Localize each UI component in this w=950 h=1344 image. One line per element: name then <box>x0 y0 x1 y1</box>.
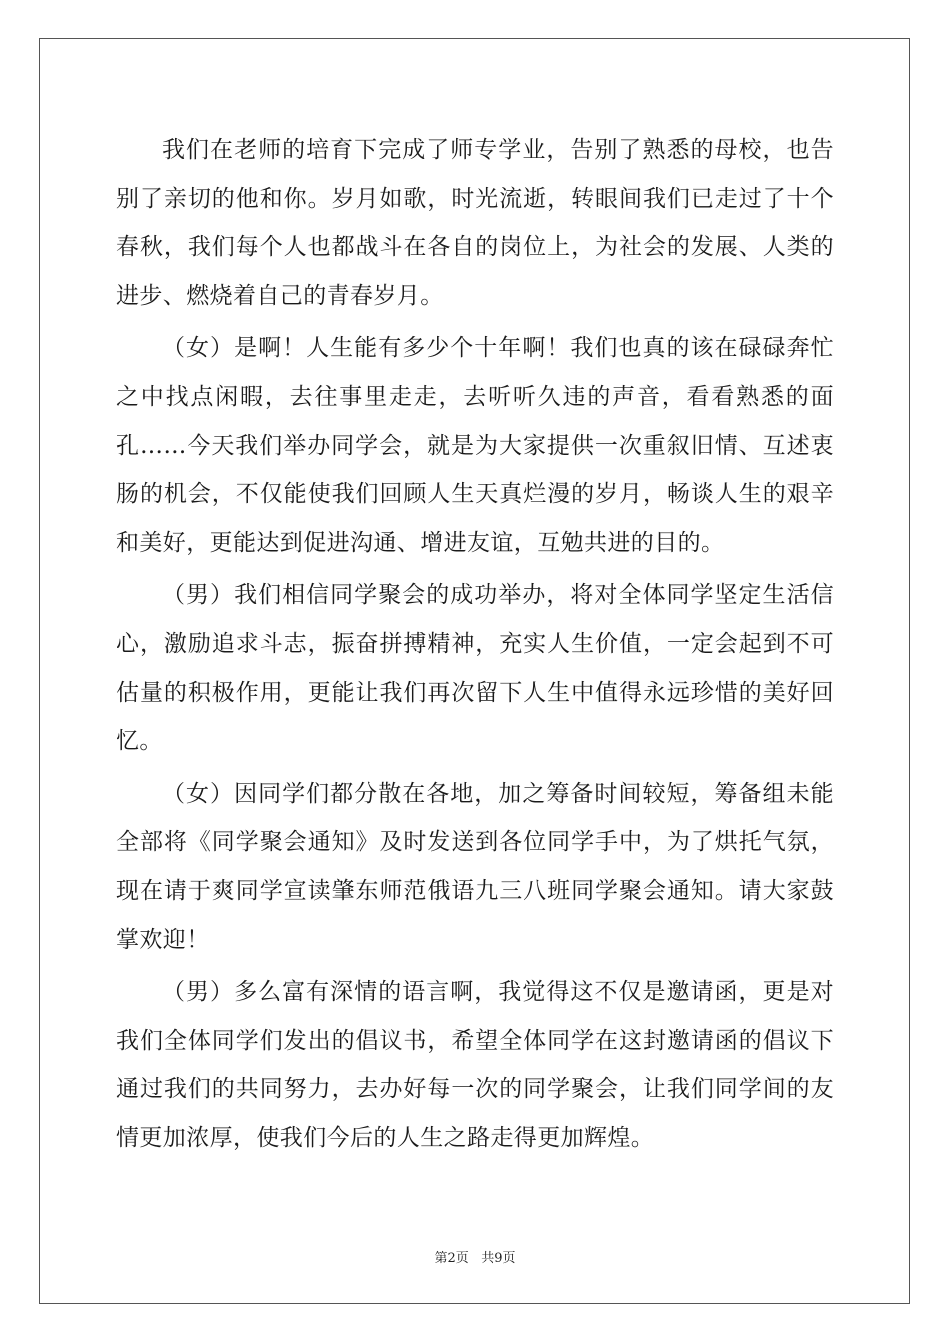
page-total: 共9页 <box>481 1251 516 1266</box>
paragraph-2: （女）是啊！人生能有多少个十年啊！我们也真的该在碌碌奔忙之中找点闲暇，去往事里走走，去听听久违的声音，看看熟悉的面孔……今天我们举办同学会，就是为大家提供一次重叙旧情、互述衷肠的机会，不仅能使我们回顾人生天真烂漫的岁月，畅谈人生的艰辛和美好，更能达到促进沟通、增进友谊，互勉共进的目的。 <box>116 335 834 556</box>
paragraph-5: （男）多么富有深情的语言啊，我觉得这不仅是邀请函，更是对我们全体同学们发出的倡议书，希望全体同学在这封邀请函的倡议下通过我们的共同努力，去办好每一次的同学聚会，让我们同学间的友情更加浓厚，使我们今后的人生之路走得更加辉煌。 <box>116 979 834 1151</box>
page-footer <box>0 1247 950 1266</box>
paragraph-1: 我们在老师的培育下完成了师专学业，告别了熟悉的母校，也告别了亲切的他和你。岁月如歌，时光流逝，转眼间我们已走过了十个春秋，我们每个人也都战斗在各自的岗位上，为社会的发展、人类的进步、燃烧着自己的青春岁月。 <box>116 137 834 309</box>
paragraph-3: （男）我们相信同学聚会的成功举办，将对全体同学坚定生活信心，激励追求斗志，振奋拼搏精神，充实人生价值，一定会起到不可估量的积极作用，更能让我们再次留下人生中值得永远珍惜的美好回忆。 <box>116 582 834 755</box>
document-body <box>116 126 834 1166</box>
page-number: 第2页 <box>434 1251 469 1266</box>
paragraph-4: （女）因同学们都分散在各地，加之筹备时间较短，筹备组未能全部将《同学聚会通知》及时发送到各位同学手中，为了烘托气氛，现在请于爽同学宣读肇东师范俄语九三八班同学聚会通知。请大家鼓掌欢迎！ <box>116 780 834 953</box>
